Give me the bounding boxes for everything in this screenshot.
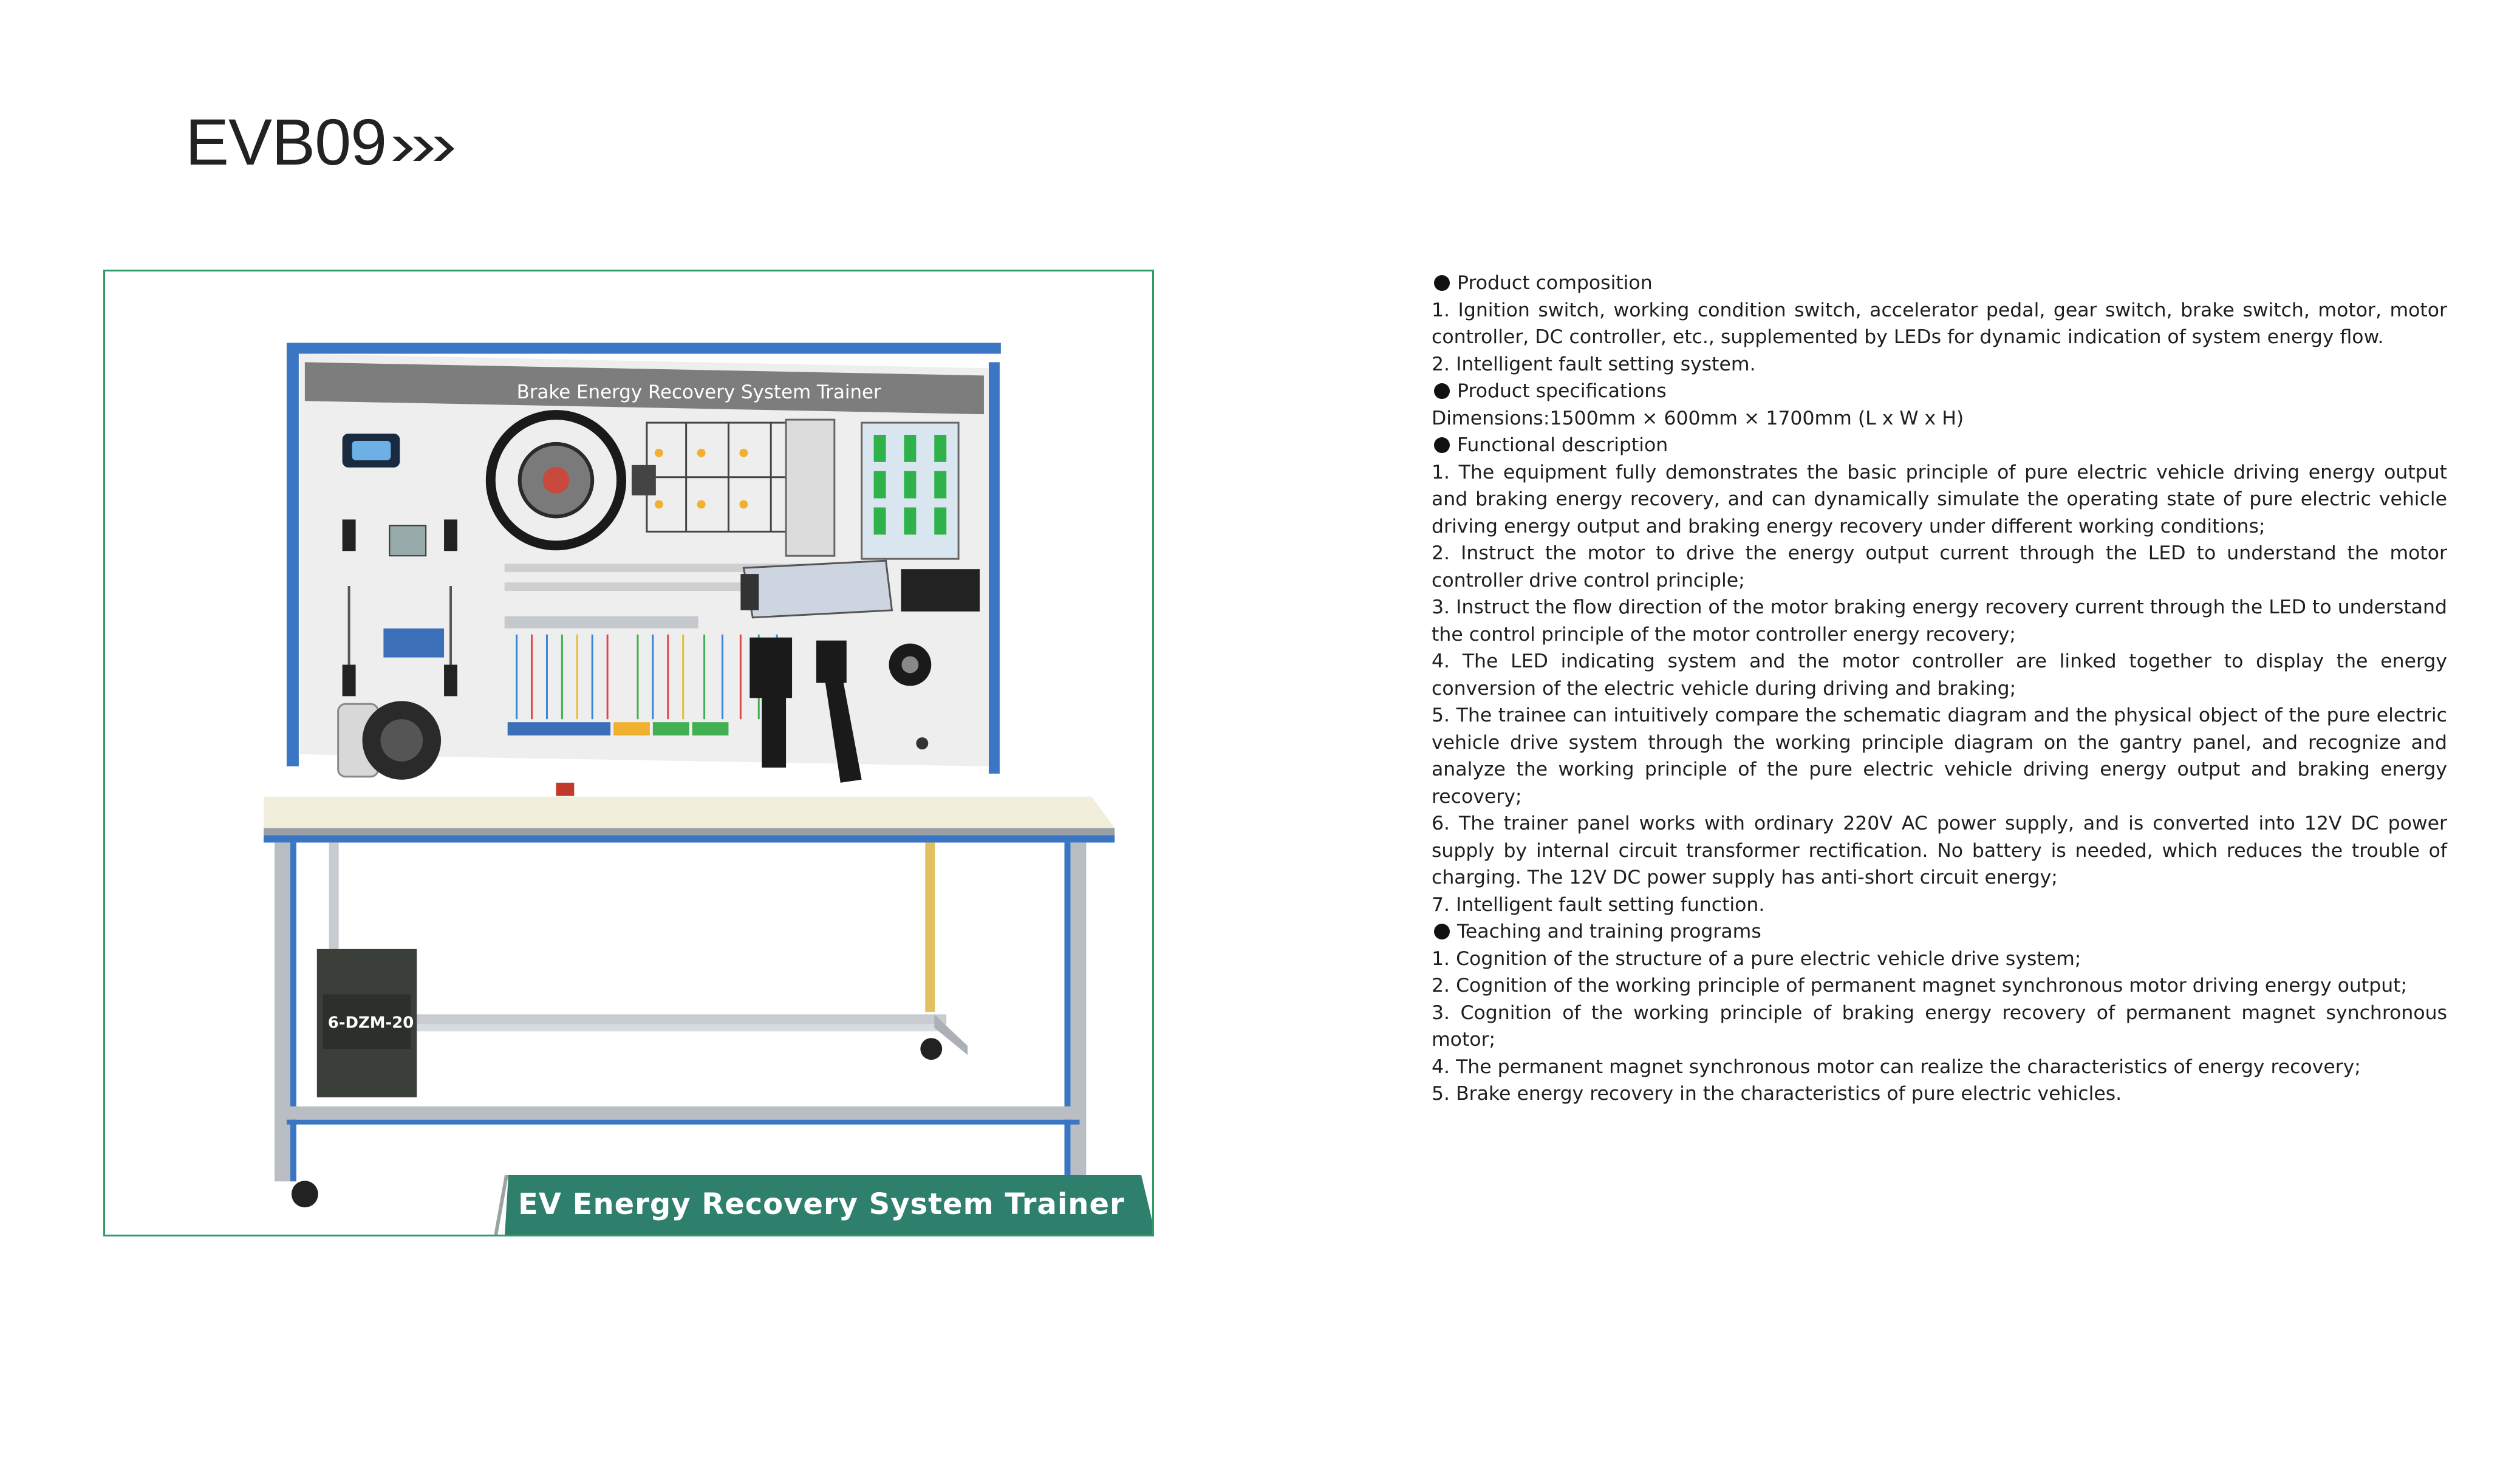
description-line: 5. Brake energy recovery in the characteristics of pure electric vehicles. <box>1432 1083 2122 1105</box>
description-line: 1. Cognition of the structure of a pure electric vehicle drive system; <box>1432 947 2081 970</box>
triple-chevron-icon <box>390 134 457 163</box>
section-heading: Product specifications <box>1432 378 2447 405</box>
description-line: 3. Cognition of the working principle of braking energy recovery of permanent magnet synchronous motor; <box>1432 1001 2447 1051</box>
description-line: 2. Instruct the motor to drive the energy output current through the LED to understand the motor controller drive control principle; <box>1432 542 2447 592</box>
product-caption: EV Energy Recovery System Trainer <box>518 1187 1125 1221</box>
battery-label: 6-DZM-20 <box>327 1014 414 1032</box>
description-line: 4. The LED indicating system and the motor controller are linked together to display the energy conversion of the electric vehicle during driving and braking; <box>1432 650 2447 700</box>
section-heading: Functional description <box>1432 432 2447 459</box>
bullet-icon <box>1434 924 1450 939</box>
bullet-icon <box>1434 275 1450 291</box>
section-heading: Product composition <box>1432 270 2447 297</box>
description-line: 5. The trainee can intuitively compare the schematic diagram and the physical object of the pure electric vehicle drive system through the working principle diagram on the gantry panel, and recognize and analyze the working principle of the pure electric vehicle driving energy output and braking energy recovery; <box>1432 704 2447 808</box>
trainer-illustration <box>105 271 1152 1235</box>
description-line: 2. Cognition of the working principle of permanent magnet synchronous motor driving energy output; <box>1432 975 2408 997</box>
page-header <box>185 105 457 179</box>
bullet-icon <box>1434 383 1450 399</box>
product-caption-banner <box>494 1175 1154 1236</box>
description-line: 1. The equipment fully demonstrates the basic principle of pure electric vehicle driving energy output and braking energy recovery, and can dynamically simulate the operating state of pure electric vehicle driving energy output and braking energy recovery under different working conditions; <box>1432 461 2447 537</box>
panel-title: Brake Energy Recovery System Trainer <box>516 381 881 404</box>
description-line: 1. Ignition switch, working condition switch, accelerator pedal, gear switch, brake switch, motor, motor controller, DC controller, etc., supplemented by LEDs for dynamic indication of system energy flow. <box>1432 299 2447 348</box>
section-heading: Teaching and training programs <box>1432 918 2447 946</box>
product-image-frame <box>103 270 1154 1236</box>
description-line: 4. The permanent magnet synchronous motor can realize the characteristics of energy recovery; <box>1432 1055 2361 1078</box>
bullet-icon <box>1434 437 1450 453</box>
product-description <box>1432 270 2447 1108</box>
description-line: 7. Intelligent fault setting function. <box>1432 893 1765 916</box>
description-line: 6. The trainer panel works with ordinary 220V AC power supply, and is converted into 12V DC power supply by internal circuit transformer rectification. No battery is needed, which reduces the trouble of charging. The 12V DC power supply has anti-short circuit energy; <box>1432 813 2447 888</box>
description-line: 3. Instruct the flow direction of the motor braking energy recovery current through the LED to understand the control principle of the motor controller energy recovery; <box>1432 596 2447 646</box>
description-line: 2. Intelligent fault setting system. <box>1432 353 1756 375</box>
model-number: EVB09 <box>185 105 387 179</box>
description-line: Dimensions:1500mm × 600mm × 1700mm (L x W x H) <box>1432 407 1964 429</box>
